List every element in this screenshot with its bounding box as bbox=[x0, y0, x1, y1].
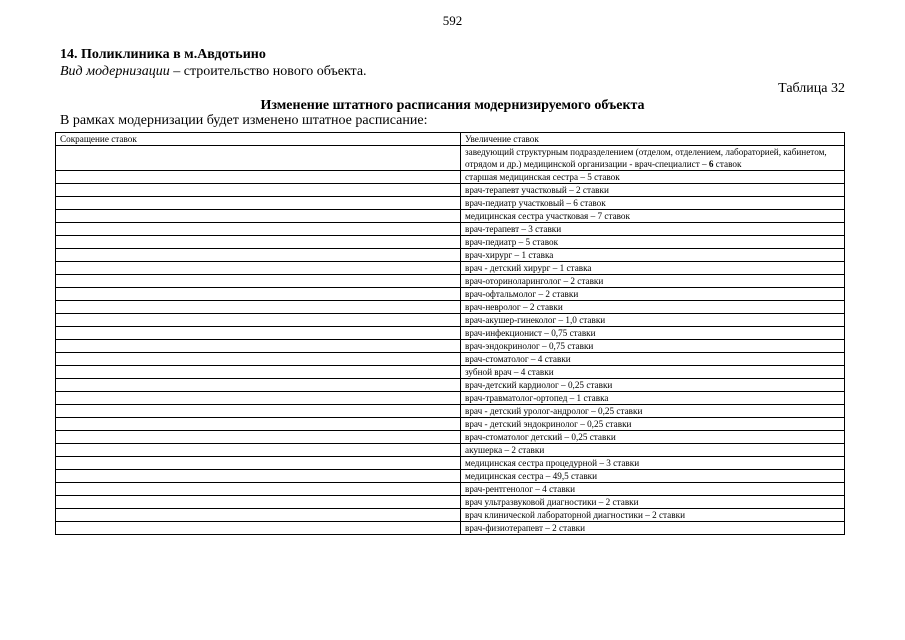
table-row bbox=[56, 353, 845, 366]
increase-cell: врач клинической лабораторной диагностики – 2 ставки bbox=[461, 509, 845, 522]
reduction-cell bbox=[56, 496, 461, 509]
reduction-cell bbox=[56, 379, 461, 392]
table-row bbox=[56, 379, 845, 392]
increase-count: 6 bbox=[708, 159, 714, 169]
increase-text: заведующий структурным подразделением (отделом, отделением, лабораторией, кабинетом, отрядом и др.) медицинской организации - врач-специалист – bbox=[465, 147, 827, 169]
increase-cell: врач-педиатр – 5 ставок bbox=[461, 236, 845, 249]
reduction-cell bbox=[56, 184, 461, 197]
reduction-cell bbox=[56, 236, 461, 249]
page-number: 592 bbox=[442, 13, 463, 28]
table-row bbox=[56, 522, 845, 535]
table-row bbox=[56, 327, 845, 340]
table-row bbox=[56, 457, 845, 470]
increase-cell: врач-рентгенолог – 4 ставки bbox=[461, 483, 845, 496]
table-row bbox=[56, 262, 845, 275]
increase-cell: врач ультразвуковой диагностики – 2 ставки bbox=[461, 496, 845, 509]
table-row bbox=[56, 405, 845, 418]
table-row bbox=[56, 275, 845, 288]
increase-cell: старшая медицинская сестра – 5 ставок bbox=[461, 171, 845, 184]
increase-cell: врач-оториноларинголог – 2 ставки bbox=[461, 275, 845, 288]
table-row bbox=[56, 184, 845, 197]
reduction-cell bbox=[56, 223, 461, 236]
table-row bbox=[56, 483, 845, 496]
increase-tail: ставок bbox=[713, 159, 742, 169]
increase-cell: врач-хирург – 1 ставка bbox=[461, 249, 845, 262]
reduction-cell bbox=[56, 431, 461, 444]
increase-cell: врач-офтальмолог – 2 ставки bbox=[461, 288, 845, 301]
increase-cell: врач-травматолог-ортопед – 1 ставка bbox=[461, 392, 845, 405]
increase-cell: врач-инфекционист – 0,75 ставки bbox=[461, 327, 845, 340]
reduction-cell bbox=[56, 509, 461, 522]
reduction-cell bbox=[56, 275, 461, 288]
reduction-cell bbox=[56, 171, 461, 184]
increase-cell bbox=[461, 146, 845, 171]
increase-cell: врач-стоматолог – 4 ставки bbox=[461, 353, 845, 366]
reduction-cell bbox=[56, 301, 461, 314]
table-row bbox=[56, 496, 845, 509]
table-row bbox=[56, 509, 845, 522]
table-title: Изменение штатного расписания модернизируемого объекта bbox=[260, 98, 645, 113]
reduction-cell bbox=[56, 353, 461, 366]
reduction-cell bbox=[56, 197, 461, 210]
header-reduction: Сокращение ставок bbox=[56, 133, 461, 146]
table-row bbox=[56, 236, 845, 249]
increase-cell: врач-стоматолог детский – 0,25 ставки bbox=[461, 431, 845, 444]
staff-table-body bbox=[56, 133, 845, 535]
modernization-label: Вид модернизации bbox=[60, 64, 170, 79]
staff-table bbox=[55, 132, 845, 535]
reduction-cell bbox=[56, 262, 461, 275]
increase-cell: врач-детский кардиолог – 0,25 ставки bbox=[461, 379, 845, 392]
reduction-cell bbox=[56, 405, 461, 418]
increase-cell: врач-педиатр участковый – 6 ставок bbox=[461, 197, 845, 210]
reduction-cell bbox=[56, 483, 461, 496]
table-row bbox=[56, 171, 845, 184]
table-row bbox=[56, 223, 845, 236]
modernization-value: – строительство нового объекта. bbox=[169, 64, 367, 79]
increase-cell: медицинская сестра участковая – 7 ставок bbox=[461, 210, 845, 223]
table-label: Таблица 32 bbox=[778, 81, 845, 96]
reduction-cell bbox=[56, 288, 461, 301]
section-title: 14. Поликлиника в м.Авдотьино bbox=[60, 47, 266, 62]
reduction-cell bbox=[56, 392, 461, 405]
increase-cell: медицинская сестра процедурной – 3 ставки bbox=[461, 457, 845, 470]
reduction-cell bbox=[56, 522, 461, 535]
increase-cell: акушерка – 2 ставки bbox=[461, 444, 845, 457]
reduction-cell bbox=[56, 444, 461, 457]
table-row bbox=[56, 146, 845, 171]
modernization-type bbox=[60, 64, 367, 80]
table-row bbox=[56, 418, 845, 431]
table-row bbox=[56, 301, 845, 314]
table-row bbox=[56, 314, 845, 327]
increase-cell: врач - детский эндокринолог – 0,25 ставки bbox=[461, 418, 845, 431]
increase-cell: зубной врач – 4 ставки bbox=[461, 366, 845, 379]
increase-cell: врач - детский уролог-андролог – 0,25 ставки bbox=[461, 405, 845, 418]
increase-cell: врач-акушер-гинеколог – 1,0 ставки bbox=[461, 314, 845, 327]
increase-cell: врач - детский хирург – 1 ставка bbox=[461, 262, 845, 275]
increase-cell: врач-терапевт участковый – 2 ставки bbox=[461, 184, 845, 197]
reduction-cell bbox=[56, 418, 461, 431]
increase-cell: врач-невролог – 2 ставки bbox=[461, 301, 845, 314]
reduction-cell bbox=[56, 249, 461, 262]
table-row bbox=[56, 366, 845, 379]
table-row bbox=[56, 210, 845, 223]
table-row bbox=[56, 197, 845, 210]
reduction-cell bbox=[56, 457, 461, 470]
reduction-cell bbox=[56, 146, 461, 171]
increase-cell: врач-терапевт – 3 ставки bbox=[461, 223, 845, 236]
increase-cell: медицинская сестра – 49,5 ставки bbox=[461, 470, 845, 483]
reduction-cell bbox=[56, 210, 461, 223]
intro-text: В рамках модернизации будет изменено штатное расписание: bbox=[60, 113, 428, 128]
table-row bbox=[56, 470, 845, 483]
table-row bbox=[56, 392, 845, 405]
reduction-cell bbox=[56, 314, 461, 327]
table-row bbox=[56, 249, 845, 262]
increase-cell: врач-физиотерапевт – 2 ставки bbox=[461, 522, 845, 535]
table-row bbox=[56, 288, 845, 301]
reduction-cell bbox=[56, 366, 461, 379]
table-row bbox=[56, 431, 845, 444]
reduction-cell bbox=[56, 327, 461, 340]
increase-cell: врач-эндокринолог – 0,75 ставки bbox=[461, 340, 845, 353]
header-increase: Увеличение ставок bbox=[461, 133, 845, 146]
table-header-row bbox=[56, 133, 845, 146]
reduction-cell bbox=[56, 340, 461, 353]
reduction-cell bbox=[56, 470, 461, 483]
table-row bbox=[56, 444, 845, 457]
table-row bbox=[56, 340, 845, 353]
